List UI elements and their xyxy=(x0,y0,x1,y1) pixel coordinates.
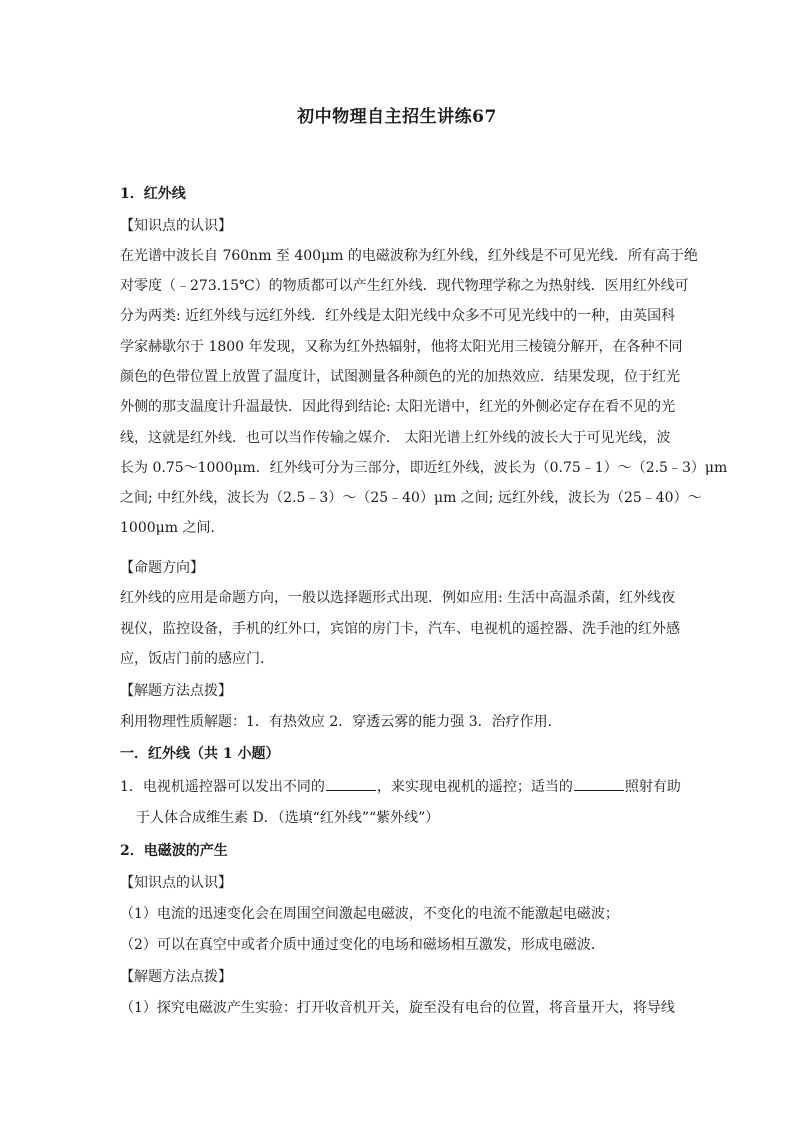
section1-method-label: 【解题方法点拨】 xyxy=(120,683,232,699)
answer-blank-1[interactable] xyxy=(326,776,376,791)
section2-knowledge-label: 【知识点的认识】 xyxy=(120,875,232,891)
section1-knowledge-line: 对零度（﹣273.15℃）的物质都可以产生红外线．现代物理学称之为热射线．医用红外线可 xyxy=(120,278,689,294)
section2-heading: 2．电磁波的产生 xyxy=(120,843,228,859)
section2-method-label: 【解题方法点拨】 xyxy=(120,969,232,985)
section1-knowledge-line: 学家赫歇尔于 1800 年发现，又称为红外热辐射，他将太阳光用三棱镜分解开，在各种不同 xyxy=(120,339,683,355)
section1-direction-label: 【命题方向】 xyxy=(120,560,204,576)
section1-knowledge-line: 线，这就是红外线．也可以当作传输之媒介． 太阳光谱上红外线的波长大于可见光线，波 xyxy=(120,430,671,446)
section1-knowledge-line: 之间; 中红外线，波长为（2.5﹣3）～（25﹣40）μm 之间; 远红外线，波长为（25﹣40）～ xyxy=(120,490,702,506)
answer-blank-2[interactable] xyxy=(574,776,624,791)
question-text: ，来实现电视机的遥控；适当的 xyxy=(376,779,573,795)
section1-heading: 1．红外线 xyxy=(120,186,186,202)
section1-direction-line: 应，饭店门前的感应门． xyxy=(120,651,274,667)
section2-knowledge-line: （1）电流的迅速变化会在周围空间激起电磁波，不变化的电流不能激起电磁波； xyxy=(120,906,619,922)
section1-knowledge-line: 长为 0.75～1000μm．红外线可分为三部分，即近红外线，波长为（0.75﹣1）～（2.5﹣3）μm xyxy=(120,460,728,476)
section1-knowledge-line: 1000μm 之间． xyxy=(120,520,225,536)
page-title: 初中物理自主招生讲练67 xyxy=(297,107,497,127)
question-text: 照射有助 xyxy=(624,779,681,795)
section1-knowledge-line: 外侧的那支温度计升温最快．因此得到结论: 太阳光谱中，红光的外侧必定存在看不见的光 xyxy=(120,399,676,415)
exercise-question-1-line2: 于人体合成维生素 D．（选填“红外线”“紫外线”） xyxy=(136,810,440,826)
exercise-question-1 xyxy=(120,776,681,797)
section1-direction-line: 红外线的应用是命题方向，一般以选择题形式出现．例如应用: 生活中高温杀菌，红外线夜 xyxy=(120,590,676,606)
exercise-heading: 一．红外线（共 1 小题） xyxy=(120,746,280,762)
section2-knowledge-line: （2）可以在真空中或者介质中通过变化的电场和磁场相互激发，形成电磁波． xyxy=(120,937,605,953)
section1-knowledge-label: 【知识点的认识】 xyxy=(120,218,232,234)
section1-direction-line: 视仪，监控设备，手机的红外口，宾馆的房门卡，汽车、电视机的遥控器、洗手池的红外感 xyxy=(120,621,680,637)
section1-knowledge-line: 颜色的色带位置上放置了温度计，试图测量各种颜色的光的加热效应．结果发现，位于红光 xyxy=(120,369,680,385)
question-text: 1．电视机遥控器可以发出不同的 xyxy=(120,779,325,795)
section1-method-line: 利用物理性质解题：1．有热效应 2．穿透云雾的能力强 3．治疗作用． xyxy=(120,714,562,730)
section1-knowledge-line: 在光谱中波长自 760nm 至 400μm 的电磁波称为红外线，红外线是不可见光线．所有高于绝 xyxy=(120,248,698,264)
section2-method-line: （1）探究电磁波产生实验：打开收音机开关，旋至没有电台的位置，将音量开大，将导线 xyxy=(120,1000,675,1016)
section1-knowledge-line: 分为两类: 近红外线与远红外线．红外线是太阳光线中众多不可见光线中的一种，由英国科 xyxy=(120,308,676,324)
